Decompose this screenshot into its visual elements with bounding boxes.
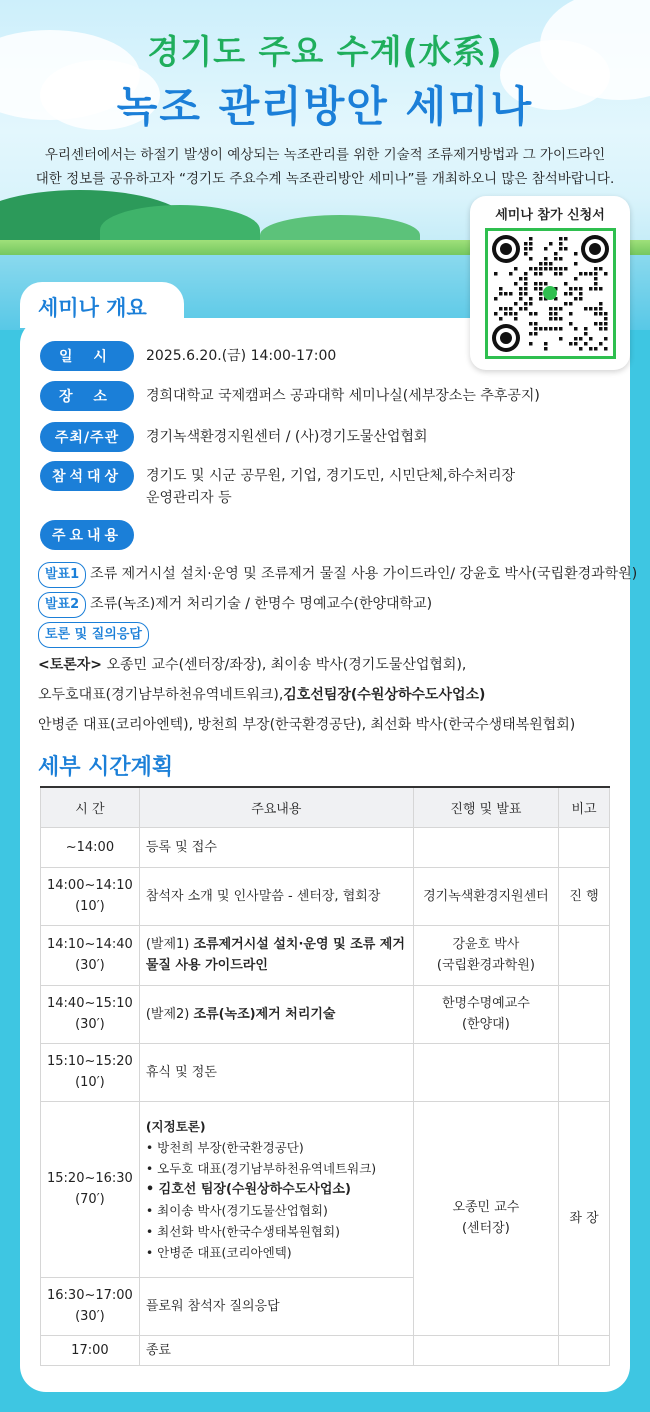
time-duration: (30′) <box>75 958 105 973</box>
panel-line1-rest: 오종민 교수(센터장/좌장), 최이송 박사(경기도물산업협회), <box>102 657 467 673</box>
time-range: 15:10~15:20 <box>47 1054 133 1069</box>
talk1-line <box>38 562 637 588</box>
content-bold: 조류제거시설 설치·운영 및 조류 제거 물질 사용 가이드라인 <box>145 937 405 973</box>
table-row <box>41 1101 610 1277</box>
date-value: 2025.6.20.(금) 14:00-17:00 <box>146 348 337 364</box>
table-row <box>41 1043 610 1101</box>
target-value-line2: 운영관리자 등 <box>146 490 232 506</box>
schedule-title: 세부 시간계획 <box>38 755 174 780</box>
header-presenter: 진행 및 발표 <box>413 787 558 827</box>
panel-line2-bold: 김호선팀장(수원상하수도사업소) <box>283 687 486 703</box>
header-content: 주요내용 <box>139 787 413 827</box>
cell-presenter <box>413 1043 558 1101</box>
presenter-name: 강윤호 박사 <box>452 937 520 952</box>
table-row <box>41 827 610 867</box>
talk2-line <box>38 592 432 618</box>
time-range: 16:30~17:00 <box>47 1288 133 1303</box>
cell-time <box>41 1101 140 1277</box>
intro-line2: 대한 정보를 공유하고자 “경기도 주요수계 녹조관리방안 세미나”를 개최하오니 많은 참석바랍니다. <box>35 171 615 187</box>
cell-time <box>41 1043 140 1101</box>
cell-presenter <box>413 1101 558 1335</box>
table-header-row <box>41 787 610 827</box>
table-row <box>41 1335 610 1365</box>
time-duration: (70′) <box>75 1192 105 1207</box>
row-host <box>40 422 428 452</box>
qr-registration[interactable] <box>470 196 630 370</box>
cell-time: ~14:00 <box>41 827 140 867</box>
cell-note <box>559 827 610 867</box>
panel-line1 <box>38 654 466 676</box>
qr-code-icon[interactable] <box>485 228 616 359</box>
table-row <box>41 925 610 985</box>
row-content <box>40 520 134 550</box>
list-item: • 오두호 대표(경기남부하천유역네트워크) <box>145 1160 377 1176</box>
time-duration: (10′) <box>75 899 105 914</box>
panel-line2-normal: 오두호대표(경기남부하천유역네트워크), <box>38 687 284 703</box>
row-target <box>40 461 515 509</box>
schedule-table <box>40 786 610 1366</box>
qr-title: 세미나 참가 신청서 <box>495 208 605 223</box>
time-duration: (30′) <box>75 1309 105 1324</box>
cell-time <box>41 1277 140 1335</box>
talk2-badge: 발표2 <box>38 592 86 618</box>
panel-line3: 안병준 대표(코리아엔텍), 방천희 부장(한국환경공단), 최선화 박사(한국수생태복원협회) <box>38 717 576 733</box>
cell-time <box>41 925 140 985</box>
header-note: 비고 <box>559 787 610 827</box>
content-prefix: (발제2) <box>145 1006 194 1022</box>
cell-content: 등록 및 접수 <box>139 827 413 867</box>
cell-time: 17:00 <box>41 1335 140 1365</box>
cell-note <box>559 1043 610 1101</box>
cell-presenter <box>413 985 558 1043</box>
time-range: 15:20~16:30 <box>47 1171 133 1186</box>
talk1-text: 조류 제거시설 설치·운영 및 조류제거 물질 사용 가이드라인/ 강윤호 박사(국립환경과학원) <box>90 566 638 582</box>
target-value <box>146 461 515 509</box>
intro-line1: 우리센터에서는 하절기 발생이 예상되는 녹조관리를 위한 기술적 조류제거방법과 그 가이드라인 <box>44 147 606 163</box>
row-place <box>40 381 540 411</box>
host-label: 주최/주관 <box>40 422 134 452</box>
cell-time <box>41 985 140 1043</box>
panel-line2 <box>38 684 485 706</box>
panel-prefix: <토론자> <box>38 657 103 673</box>
cell-content <box>139 985 413 1043</box>
content-label: 주요내용 <box>40 520 134 550</box>
list-item: • 안병준 대표(코리아엔텍) <box>145 1244 292 1260</box>
presenter-name: 오종민 교수 <box>452 1200 520 1215</box>
cell-presenter <box>413 925 558 985</box>
list-item: • 최선화 박사(한국수생태복원협회) <box>145 1223 340 1239</box>
target-label: 참석대상 <box>40 461 134 491</box>
cell-content: 휴식 및 정돈 <box>139 1043 413 1101</box>
title-line2: 녹조 관리방안 세미나 <box>116 82 534 131</box>
date-label: 일 시 <box>40 341 134 371</box>
row-date <box>40 341 336 371</box>
talk2-text: 조류(녹조)제거 처리기술 / 한명수 명예교수(한양대학교) <box>90 596 433 612</box>
host-value: 경기녹색환경지원센터 / (사)경기도물산업협회 <box>146 429 428 445</box>
cell-content: 플로워 참석자 질의응답 <box>139 1277 413 1335</box>
table-row <box>41 867 610 925</box>
presenter-name: 한명수명예교수 <box>441 996 530 1011</box>
header-time: 시 간 <box>41 787 140 827</box>
cell-presenter: 경기녹색환경지원센터 <box>413 867 558 925</box>
list-item: • 최이송 박사(경기도물산업협회) <box>145 1202 328 1218</box>
cell-content <box>139 925 413 985</box>
cell-content <box>139 1101 413 1277</box>
time-duration: (30′) <box>75 1017 105 1032</box>
content-bold: 조류(녹조)제거 처리기술 <box>193 1006 336 1022</box>
table-row <box>41 985 610 1043</box>
list-item: • 방천희 부장(한국환경공단) <box>145 1139 304 1155</box>
cell-content: 참석자 소개 및 인사말씀 - 센터장, 협회장 <box>139 867 413 925</box>
place-value: 경희대학교 국제캠퍼스 공과대학 세미나실(세부장소는 추후공지) <box>146 388 540 404</box>
cell-note: 좌 장 <box>559 1101 610 1335</box>
cell-time <box>41 867 140 925</box>
intro-text <box>0 143 650 191</box>
cell-note <box>559 985 610 1043</box>
discussion-line <box>38 622 153 648</box>
time-range: 14:10~14:40 <box>47 937 133 952</box>
cell-note <box>559 1335 610 1365</box>
time-duration: (10′) <box>75 1075 105 1090</box>
discussion-badge: 토론 및 질의응답 <box>38 622 149 648</box>
presenter-org: (한양대) <box>461 1017 510 1032</box>
cell-note: 진 행 <box>559 867 610 925</box>
cell-note <box>559 925 610 985</box>
list-item: • 김호선 팀장(수원상하수도사업소) <box>145 1181 351 1197</box>
overview-title: 세미나 개요 <box>38 296 147 320</box>
presenter-org: (국립환경과학원) <box>436 958 535 973</box>
place-label: 장 소 <box>40 381 134 411</box>
time-range: 14:00~14:10 <box>47 878 133 893</box>
cell-presenter <box>413 827 558 867</box>
cell-presenter <box>413 1335 558 1365</box>
target-value-line1: 경기도 및 시군 공무원, 기업, 경기도민, 시민단체,하수처리장 <box>146 468 516 484</box>
time-range: 14:40~15:10 <box>47 996 133 1011</box>
discussion-heading: (지정토론) <box>145 1118 206 1134</box>
presenter-org: (센터장) <box>461 1221 510 1236</box>
cell-content: 종료 <box>139 1335 413 1365</box>
content-prefix: (발제1) <box>145 937 194 952</box>
title-line1: 경기도 주요 수계(水系) <box>147 32 503 71</box>
talk1-badge: 발표1 <box>38 562 86 588</box>
